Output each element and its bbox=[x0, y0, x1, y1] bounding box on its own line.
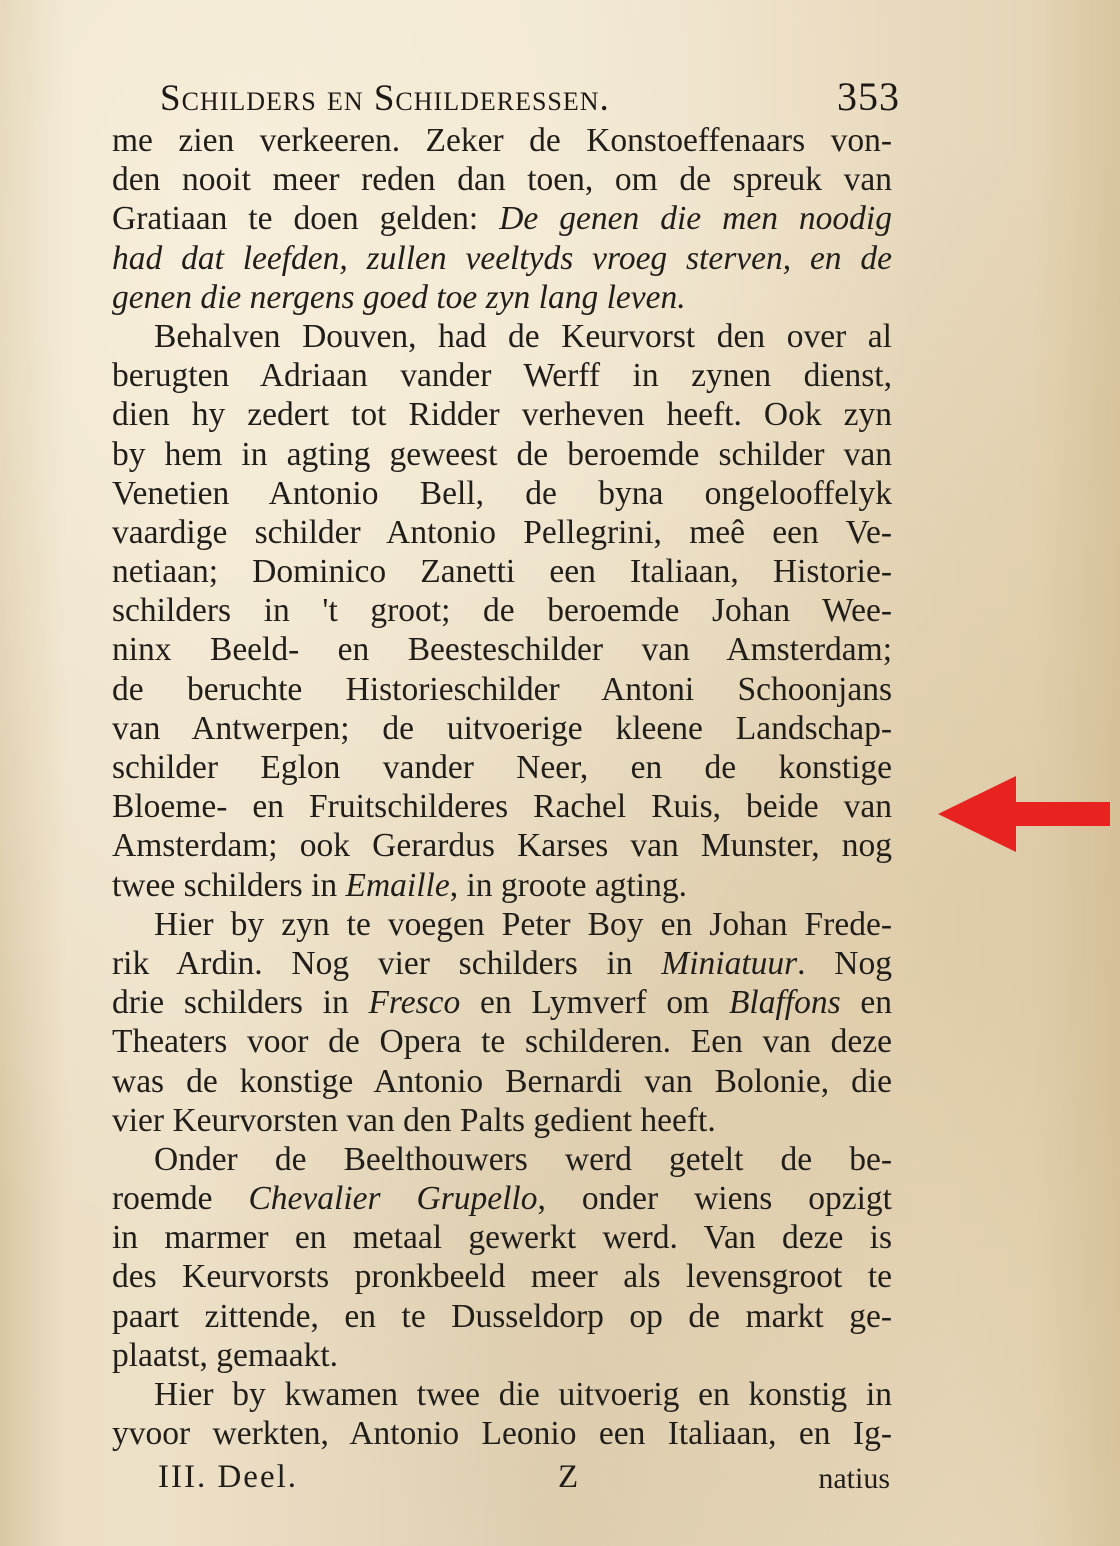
running-head-title: Schilders en Schilderessen. bbox=[160, 78, 610, 119]
text-line: yvoor werkten, Antonio Leonio een Italiaan, en Ig- bbox=[112, 1415, 892, 1453]
italic-term: Emaille bbox=[345, 866, 450, 904]
paragraph-start-line: Onder de Beelthouwers werd getelt de be- bbox=[154, 1140, 892, 1178]
text-line: rik Ardin. Nog vier schilders in Miniatuur. Nog bbox=[112, 944, 892, 982]
text-line: roemde Chevalier Grupello, onder wiens opzigt bbox=[112, 1180, 892, 1218]
italic-quote: De genen die men noodig bbox=[499, 200, 892, 238]
italic-quote: genen die nergens goed toe zyn lang leven. bbox=[112, 278, 686, 316]
body-text bbox=[112, 121, 892, 1453]
text-line: in marmer en metaal gewerkt werd. Van deze is bbox=[112, 1219, 892, 1257]
text-line: twee schilders in Emaille, in groote agting. bbox=[112, 866, 687, 904]
text-line: Theaters voor de Opera te schilderen. Een van deze bbox=[112, 1023, 892, 1061]
italic-name: Chevalier Grupello bbox=[248, 1180, 538, 1218]
italic-term: Miniatuur bbox=[661, 944, 798, 982]
text-line: schilders in 't groot; de beroemde Johan Wee- bbox=[112, 592, 892, 630]
text-line: vier Keurvorsten van den Palts gedient heeft. bbox=[112, 1101, 716, 1139]
running-head bbox=[160, 68, 900, 120]
text-line: was de konstige Antonio Bernardi van Bolonie, die bbox=[112, 1062, 892, 1100]
text-line: vaardige schilder Antonio Pellegrini, meê een Ve- bbox=[112, 513, 892, 551]
text-line: schilder Eglon vander Neer, en de konstige bbox=[112, 749, 892, 786]
text-line: dien hy zedert tot Ridder verheven heeft. Ook zyn bbox=[112, 396, 892, 434]
text-line: plaatst, gemaakt. bbox=[112, 1336, 339, 1374]
text-line: drie schilders in Fresco en Lymverf om Blaffons en bbox=[112, 984, 892, 1022]
text-line: ninx Beeld- en Beesteschilder van Amsterdam; bbox=[112, 631, 892, 669]
text-line: des Keurvorsts pronkbeeld meer als levensgroot te bbox=[112, 1258, 892, 1296]
italic-quote: had dat leefden, zullen veeltyds vroeg sterven, en de bbox=[112, 239, 892, 277]
highlighted-text-line: Bloeme- en Fruitschilderes Rachel Ruis, beide van bbox=[112, 788, 892, 826]
red-arrow-icon bbox=[938, 776, 1114, 852]
text-line: Amsterdam; ook Gerardus Karses van Munster, nog bbox=[112, 827, 892, 865]
paragraph-start-line: Hier by kwamen twee die uitvoerig en konstig in bbox=[154, 1376, 892, 1413]
text-line: Gratiaan te doen gelden: De genen die men noodig bbox=[112, 200, 892, 238]
text-line: den nooit meer reden dan toen, om de spreuk van bbox=[112, 161, 892, 199]
text-line: de beruchte Historieschilder Antoni Schoonjans bbox=[112, 670, 892, 708]
text-line: van Antwerpen; de uitvoerige kleene Landschap- bbox=[112, 709, 892, 747]
text-line: Venetien Antonio Bell, de byna ongelooffelyk bbox=[112, 474, 892, 512]
text-line: me zien verkeeren. Zeker de Konstoeffenaars von- bbox=[112, 122, 892, 159]
signature-mark: Z bbox=[558, 1459, 579, 1495]
volume-label: III. Deel. bbox=[158, 1459, 299, 1495]
italic-term: Fresco bbox=[368, 984, 461, 1022]
text-line: netiaan; Dominico Zanetti een Italiaan, Historie- bbox=[112, 553, 892, 591]
paragraph-start-line: Hier by zyn te voegen Peter Boy en Johan Frede- bbox=[154, 905, 892, 943]
page-footer bbox=[158, 1452, 890, 1496]
paragraph-start-line: Behalven Douven, had de Keurvorst den over al bbox=[154, 317, 892, 355]
catchword: natius bbox=[818, 1462, 890, 1495]
text-line bbox=[112, 239, 892, 278]
page-number: 353 bbox=[837, 74, 900, 119]
text-line: berugten Adriaan vander Werff in zynen dienst, bbox=[112, 357, 892, 395]
italic-term: Blaffons bbox=[728, 984, 841, 1022]
text-line: by hem in agting geweest de beroemde schilder van bbox=[112, 435, 892, 473]
text-line bbox=[112, 278, 892, 317]
text-line: paart zittende, en te Dusseldorp op de markt ge- bbox=[112, 1297, 892, 1335]
